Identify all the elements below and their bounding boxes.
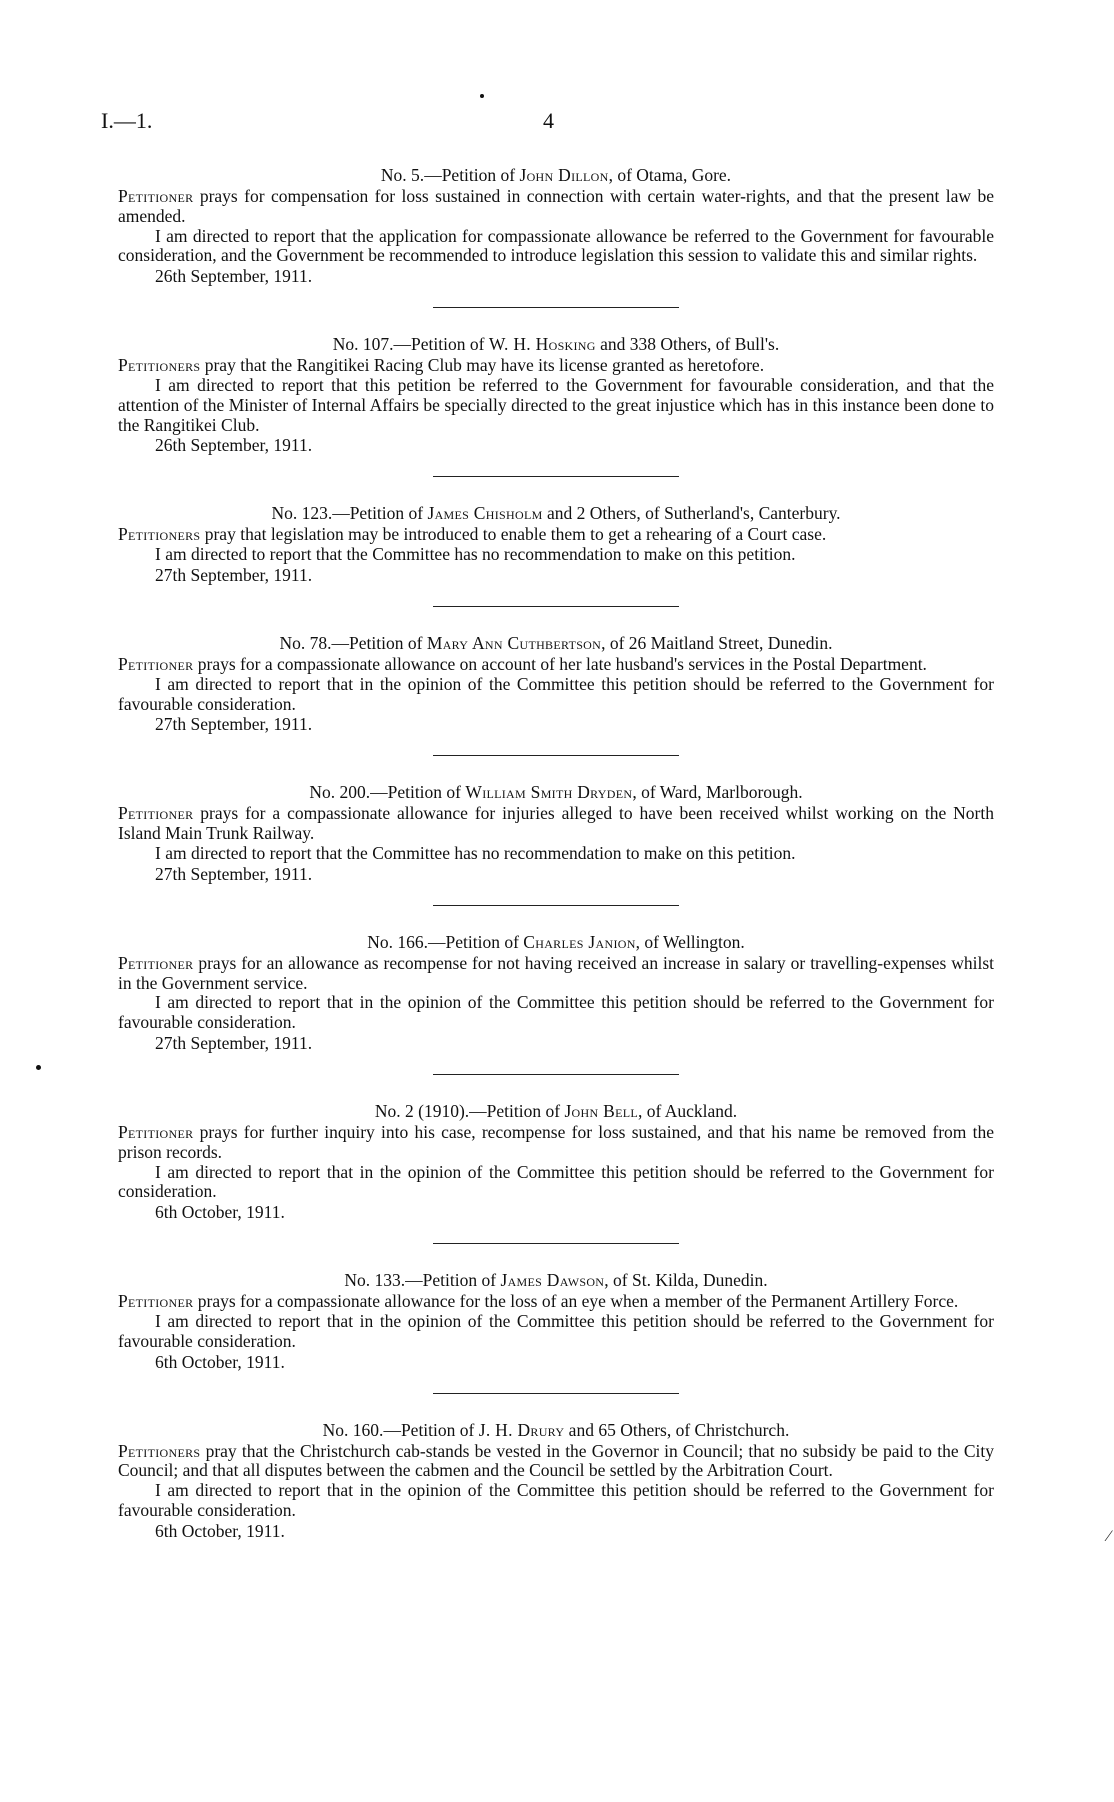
petition-number: No. 166.	[367, 931, 428, 952]
petition-prayer	[118, 804, 994, 844]
petition-number: No. 2 (1910).	[374, 1100, 470, 1121]
margin-mark: ∕	[1107, 1528, 1110, 1545]
petitioner-label: Petitioner	[118, 1121, 194, 1142]
petition-location: , of Wellington.	[635, 931, 745, 952]
report-date: 6th October, 1911.	[155, 1520, 285, 1541]
prayer-text: prays for further inquiry into his case, recompense for loss sustained, and that his name be removed from the prison records.	[118, 1121, 994, 1162]
section-divider	[433, 606, 679, 607]
petitioner-name: Mary Ann Cuthbertson	[426, 632, 602, 653]
report-date: 26th September, 1911.	[155, 435, 313, 456]
petition-title	[118, 503, 994, 524]
prayer-text: pray that the Christchurch cab-stands be vested in the Governor in Council; that no subsidy be paid to the City Council; and that all disputes between the cabmen and the Council be settled by the Arbitration Court.	[118, 1440, 994, 1481]
prayer-text: pray that the Rangitikei Racing Club may have its license granted as heretofore.	[200, 355, 765, 376]
petition-prayer	[118, 187, 994, 227]
petition-list	[118, 165, 994, 1541]
petition-location: , of Auckland.	[637, 1100, 738, 1121]
petitioner-name: James Chisholm	[427, 503, 543, 524]
petition-location: and 338 Others, of Bull's.	[595, 334, 780, 355]
petition-title	[118, 1101, 994, 1122]
petitioner-label: Petitioner	[118, 952, 194, 973]
petition-title	[118, 932, 994, 953]
petition-title-prefix: —Petition of	[393, 334, 489, 355]
prayer-text: prays for compensation for loss sustained in connection with certain water-rights, and that the present law be amended.	[118, 186, 994, 226]
petition-number: No. 133.	[344, 1270, 406, 1291]
petition-number: No. 78.	[279, 632, 332, 653]
petitioner-name: John Bell	[564, 1100, 638, 1121]
petition-block	[118, 1420, 994, 1541]
section-divider	[433, 905, 679, 906]
page-header	[0, 108, 1114, 148]
committee-report: I am directed to report that in the opinion of the Committee this petition should be referred to the Government for favourable consideration.	[118, 992, 994, 1033]
prayer-text: prays for a compassionate allowance for injuries alleged to have been received whilst working on the North Island Main Trunk Railway.	[118, 803, 994, 844]
section-divider	[433, 476, 679, 477]
report-date: 6th October, 1911.	[155, 1202, 285, 1223]
petition-title-prefix: —Petition of	[469, 1100, 565, 1121]
petition-title	[118, 782, 994, 803]
petitioner-name: W. H. Hosking	[488, 334, 596, 355]
petitioner-label: Petitioner	[118, 186, 194, 206]
petitioner-name: Charles Janion	[523, 931, 636, 952]
section-divider	[433, 1074, 679, 1075]
petition-number: No. 107.	[332, 334, 394, 355]
petition-block	[118, 782, 994, 905]
petition-block	[118, 503, 994, 607]
petition-prayer	[118, 655, 994, 675]
petitioner-label: Petitioners	[118, 355, 201, 376]
petition-title-prefix: —Petition of	[332, 503, 428, 524]
petition-title	[118, 1420, 994, 1441]
petitioner-name: William Smith Dryden	[465, 782, 633, 803]
petitioner-label: Petitioner	[118, 1291, 194, 1312]
committee-report: I am directed to report that the application for compassionate allowance be referred to the Government for favourable consideration, and the Government be recommended to introduce legislation this session to validate this and similar rights.	[118, 225, 994, 266]
petition-number: No. 160.	[322, 1419, 384, 1440]
committee-report: I am directed to report that this petition be referred to the Government for favourable consideration, and that the attention of the Minister of Internal Affairs be specially directed to the great injustice which has in this instance been done to the Rangitikei Club.	[118, 374, 994, 435]
petitioner-name: J. H. Drury	[478, 1419, 565, 1440]
section-divider	[433, 755, 679, 756]
petition-title-prefix: —Petition of	[428, 931, 524, 952]
petition-title	[118, 165, 994, 186]
petitioner-label: Petitioner	[118, 653, 194, 674]
committee-report: I am directed to report that in the opinion of the Committee this petition should be referred to the Government for favourable consideration.	[118, 673, 994, 714]
prayer-text: prays for an allowance as recompense for not having received an increase in salary or travelling-expenses whilst in the Government service.	[118, 952, 994, 993]
committee-report: I am directed to report that the Committee has no recommendation to make on this petition.	[155, 842, 796, 863]
petition-block	[118, 334, 994, 477]
report-date: 27th September, 1911.	[155, 714, 313, 735]
petition-prayer	[118, 1292, 994, 1312]
petition-title	[118, 633, 994, 654]
petition-title-prefix: —Petition of	[405, 1270, 501, 1291]
committee-report: I am directed to report that the Committee has no recommendation to make on this petition.	[155, 544, 796, 565]
petitioner-label: Petitioners	[118, 1440, 201, 1461]
petition-title-prefix: —Petition of	[424, 165, 520, 185]
petitioner-name: John Dillon	[519, 165, 609, 185]
section-divider	[433, 307, 679, 308]
petition-title-prefix: —Petition of	[383, 1419, 479, 1440]
petition-block	[118, 1101, 994, 1244]
petition-title	[118, 334, 994, 355]
petition-number: No. 123.	[271, 503, 333, 524]
petition-title-prefix: —Petition of	[370, 782, 466, 803]
petition-block	[118, 932, 994, 1075]
petition-prayer	[118, 954, 994, 994]
committee-report: I am directed to report that in the opinion of the Committee this petition should be referred to the Government for favourable consideration.	[118, 1310, 994, 1351]
petition-number: No. 200.	[309, 782, 371, 803]
petition-location: , of Otama, Gore.	[608, 165, 732, 185]
petition-title	[118, 1270, 994, 1291]
report-date: 27th September, 1911.	[155, 863, 313, 884]
prayer-text: pray that legislation may be introduced to enable them to get a rehearing of a Court case.	[200, 524, 827, 545]
petition-location: and 2 Others, of Sutherland's, Canterbury.	[542, 503, 841, 524]
petition-block	[118, 165, 994, 308]
petition-prayer	[118, 525, 994, 545]
petition-block	[118, 633, 994, 756]
petition-location: , of St. Kilda, Dunedin.	[604, 1270, 768, 1291]
committee-report: I am directed to report that in the opinion of the Committee this petition should be referred to the Government for favourable consideration.	[118, 1480, 994, 1520]
petitioner-label: Petitioners	[118, 524, 201, 545]
petition-location: and 65 Others, of Christchurch.	[564, 1419, 790, 1440]
report-date: 6th October, 1911.	[155, 1351, 285, 1372]
petitioner-label: Petitioner	[118, 803, 194, 824]
report-date: 27th September, 1911.	[155, 1032, 313, 1053]
petitioner-name: James Dawson	[500, 1270, 605, 1291]
report-date: 27th September, 1911.	[155, 564, 313, 585]
petition-prayer	[118, 356, 994, 376]
prayer-text: prays for a compassionate allowance for the loss of an eye when a member of the Permanent Artillery Force.	[193, 1291, 959, 1312]
prayer-text: prays for a compassionate allowance on account of her late husband's services in the Postal Department.	[193, 653, 927, 674]
section-divider	[433, 1393, 679, 1394]
petition-prayer	[118, 1123, 994, 1163]
document-reference: I.—1.	[101, 108, 153, 133]
scan-speck	[36, 1065, 41, 1070]
section-divider	[433, 1243, 679, 1244]
petition-location: , of Ward, Marlborough.	[632, 782, 803, 803]
petition-number: No. 5.	[380, 165, 425, 185]
page-number: 4	[543, 108, 554, 133]
petition-title-prefix: —Petition of	[331, 632, 427, 653]
report-date: 26th September, 1911.	[155, 266, 313, 287]
committee-report: I am directed to report that in the opinion of the Committee this petition should be referred to the Government for consideration.	[118, 1161, 994, 1202]
petition-prayer	[118, 1442, 994, 1482]
petition-location: , of 26 Maitland Street, Dunedin.	[601, 632, 833, 653]
scan-speck	[480, 94, 484, 98]
petition-block	[118, 1270, 994, 1393]
